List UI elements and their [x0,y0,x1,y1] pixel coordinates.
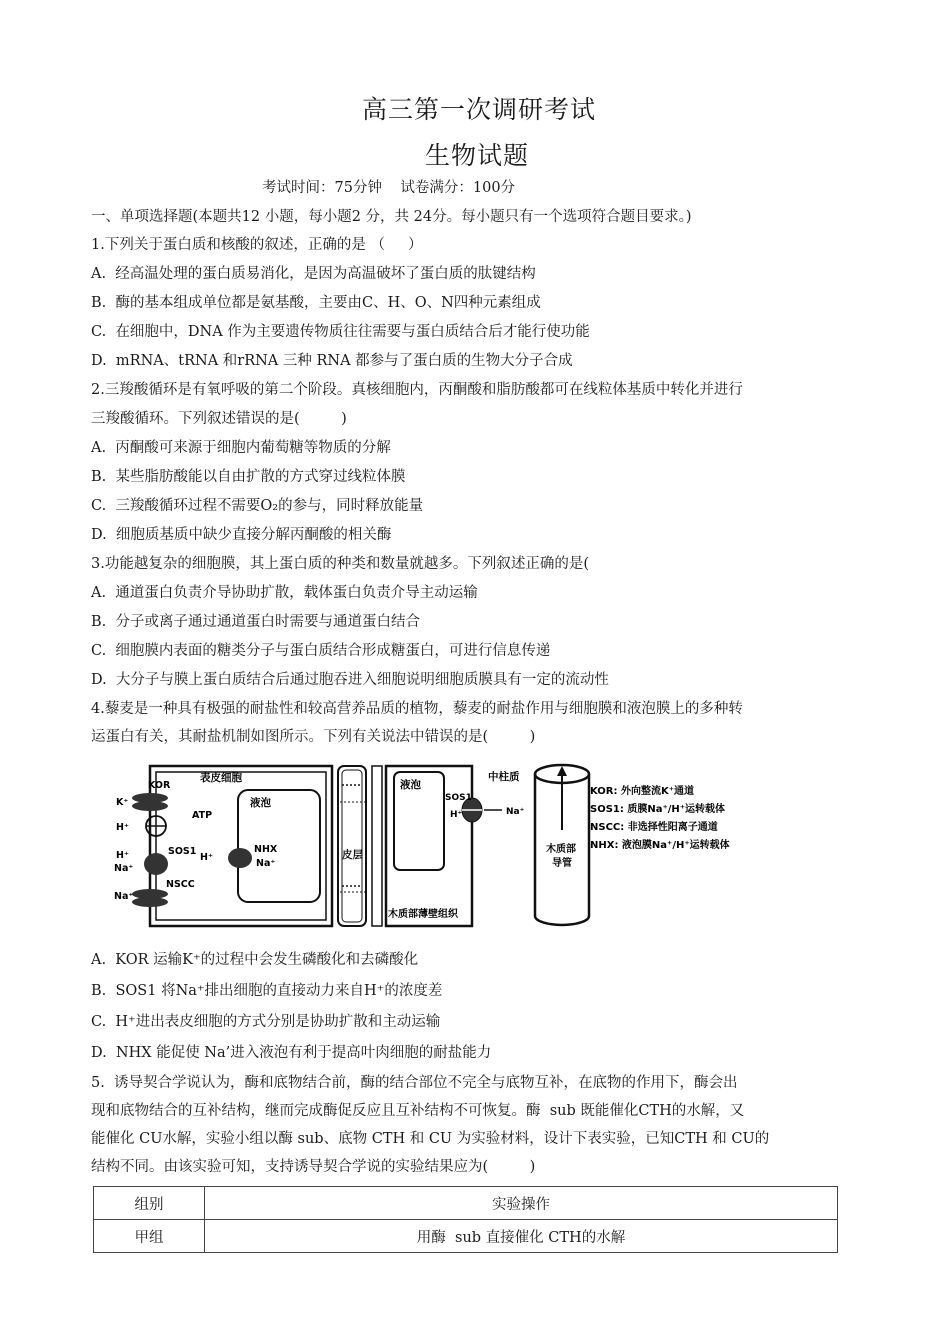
q4-option-a: A. KOR 运输K⁺的过程中会发生磷酸化和去磷酸化 [91,952,419,968]
q1-option-d: D. mRNA、tRNA 和rRNA 三种 RNA 都参与了蛋白质的生物大分子合成 [91,353,573,369]
exam-info: 考试时间：75分钟 试卷满分：100分 [262,180,516,196]
q2-option-a: A. 丙酮酸可来源于细胞内葡萄糖等物质的分解 [91,440,391,456]
label-vessel: 木质部 [546,844,576,855]
q5-stem-line4: 结构不同。由该实验可知，支持诱导契合学说的实验结果应为( ) [91,1159,536,1175]
label-h-ion-5: H⁺ [450,810,463,820]
table-header-row [94,1187,838,1220]
kor-channel-icon [132,801,168,811]
q4-option-d: D. NHX 能促使 Na’进入液泡有利于提高叶肉细胞的耐盐能力 [91,1045,492,1061]
salt-tolerance-diagram [110,760,760,932]
label-vacuole-1: 液泡 [250,797,271,809]
label-sos1-1: SOS1 [168,846,197,857]
q3-option-b: B. 分子或离子通过通道蛋白时需要与通道蛋白结合 [91,614,420,630]
cortex-wall [372,766,382,926]
legend-sos1: SOS1: 质膜Na⁺/H⁺运转载体 [590,804,726,815]
q2-option-d: D. 细胞质基质中缺少直接分解丙酮酸的相关酶 [91,527,392,543]
q5-stem-line2: 现和底物结合的互补结构，继而完成酶促反应且互补结构不可恢复。酶 sub 既能催化CTH的水解，又 [91,1103,745,1119]
table-header-operation: 实验操作 [205,1187,838,1220]
label-stele: 中柱质 [488,771,520,783]
q4-option-b: B. SOS1 将Na⁺排出细胞的直接动力来自H⁺的浓度差 [91,983,443,999]
q1-option-b: B. 酶的基本组成单位都是氨基酸，主要由C、H、O、N四种元素组成 [91,295,541,311]
up-arrow-icon [557,766,567,776]
xylem-parenchyma-cell [386,766,472,926]
sos1-epidermal-icon [144,853,168,875]
legend-kor: KOR: 外向整流K⁺通道 [590,786,695,797]
q5-stem-line1: 5. 诱导契合学说认为，酶和底物结合前，酶的结合部位不完全与底物互补，在底物的作用下，酶会出 [91,1075,738,1091]
q5-stem-line3: 能催化 CU水解，实验小组以酶 sub、底物 CTH 和 CU 为实验材料，设计下表实验，已知CTH 和 CU的 [91,1131,770,1147]
q2-stem-line1: 2.三羧酸循环是有氧呼吸的第二个阶段。真核细胞内，丙酮酸和脂肪酸都可在线粒体基质中转化并进行 [91,382,743,398]
label-na-ion-2: Na⁺ [114,891,134,902]
label-xylem-parenchyma: 木质部薄壁组织 [388,909,458,920]
label-cortex: 皮层 [342,849,363,861]
label-kor: KOR [148,780,171,791]
legend-nhx: NHX: 液泡膜Na⁺/H⁺运转载体 [590,840,730,851]
label-na-ion-1: Na⁺ [114,863,134,874]
cortex-inner [342,770,362,922]
q3-option-c: C. 细胞膜内表面的糖类分子与蛋白质结合形成糖蛋白，可进行信息传递 [91,643,551,659]
q4-stem-line1: 4.藜麦是一种具有极强的耐盐性和较高营养品质的植物，藜麦的耐盐作用与细胞膜和液泡膜上的多种转 [91,701,743,717]
table-row [94,1220,838,1253]
label-vacuole-2: 液泡 [400,779,421,791]
q2-option-c: C. 三羧酸循环过程不需要O₂的参与，同时释放能量 [91,498,424,514]
legend-nscc: NSCC: 非选择性阳离子通道 [590,822,718,833]
label-sos1-2: SOS1 [445,793,472,803]
label-k-ion: K⁺ [116,797,129,808]
q3-option-d: D. 大分子与膜上蛋白质结合后通过胞吞进入细胞说明细胞质膜具有一定的流动性 [91,672,609,688]
page-subtitle: 生物试题 [425,141,530,170]
q4-option-c: C. H⁺进出表皮细胞的方式分别是协助扩散和主动运输 [91,1014,441,1030]
q2-option-b: B. 某些脂肪酸能以自由扩散的方式穿过线粒体膜 [91,469,406,485]
label-nscc: NSCC [166,879,195,890]
label-nhx: NHX [254,844,278,855]
q3-option-a: A. 通道蛋白负责介导协助扩散，载体蛋白负责介导主动运输 [91,585,478,601]
label-h-ion-3: H⁺ [200,852,213,863]
q1-option-a: A. 经高温处理的蛋白质易消化，是因为高温破坏了蛋白质的肽键结构 [91,266,536,282]
q1-option-c: C. 在细胞中，DNA 作为主要遗传物质往往需要与蛋白质结合后才能行使功能 [91,324,590,340]
label-atp: ATP [192,810,213,821]
section-heading: 一、单项选择题(本题共12 小题，每小题2 分，共 24分。每小题只有一个选项符合题目要求。) [91,209,692,225]
label-h-ion-1: H⁺ [116,822,129,833]
label-na-ion-3: Na⁺ [256,858,276,869]
nscc-channel-icon [132,897,168,907]
table-header-group: 组别 [94,1187,205,1220]
label-h-ion-2: H⁺ [116,850,129,861]
q4-stem-line2: 运蛋白有关，其耐盐机制如图所示。下列有关说法中错误的是( ) [91,729,536,745]
vessel-bottom [535,916,589,925]
nhx-transporter-icon [228,848,252,868]
q1-stem: 1.下列关于蛋白质和核酸的叙述，正确的是 （ ） [91,237,423,253]
page-title: 高三第一次调研考试 [362,95,597,124]
q3-stem: 3.功能越复杂的细胞膜，其上蛋白质的种类和数量就越多。下列叙述正确的是( [91,556,589,572]
table-cell-group: 甲组 [94,1220,205,1253]
experiment-table [93,1186,838,1253]
label-epidermal-cell: 表皮细胞 [200,772,242,784]
q2-stem-line2: 三羧酸循环。下列叙述错误的是( ) [91,411,347,427]
table-cell-operation: 用酶 sub 直接催化 CTH的水解 [205,1220,838,1253]
label-na-ion-4: Na⁺ [506,807,525,817]
label-vessel-2: 导管 [552,858,572,869]
